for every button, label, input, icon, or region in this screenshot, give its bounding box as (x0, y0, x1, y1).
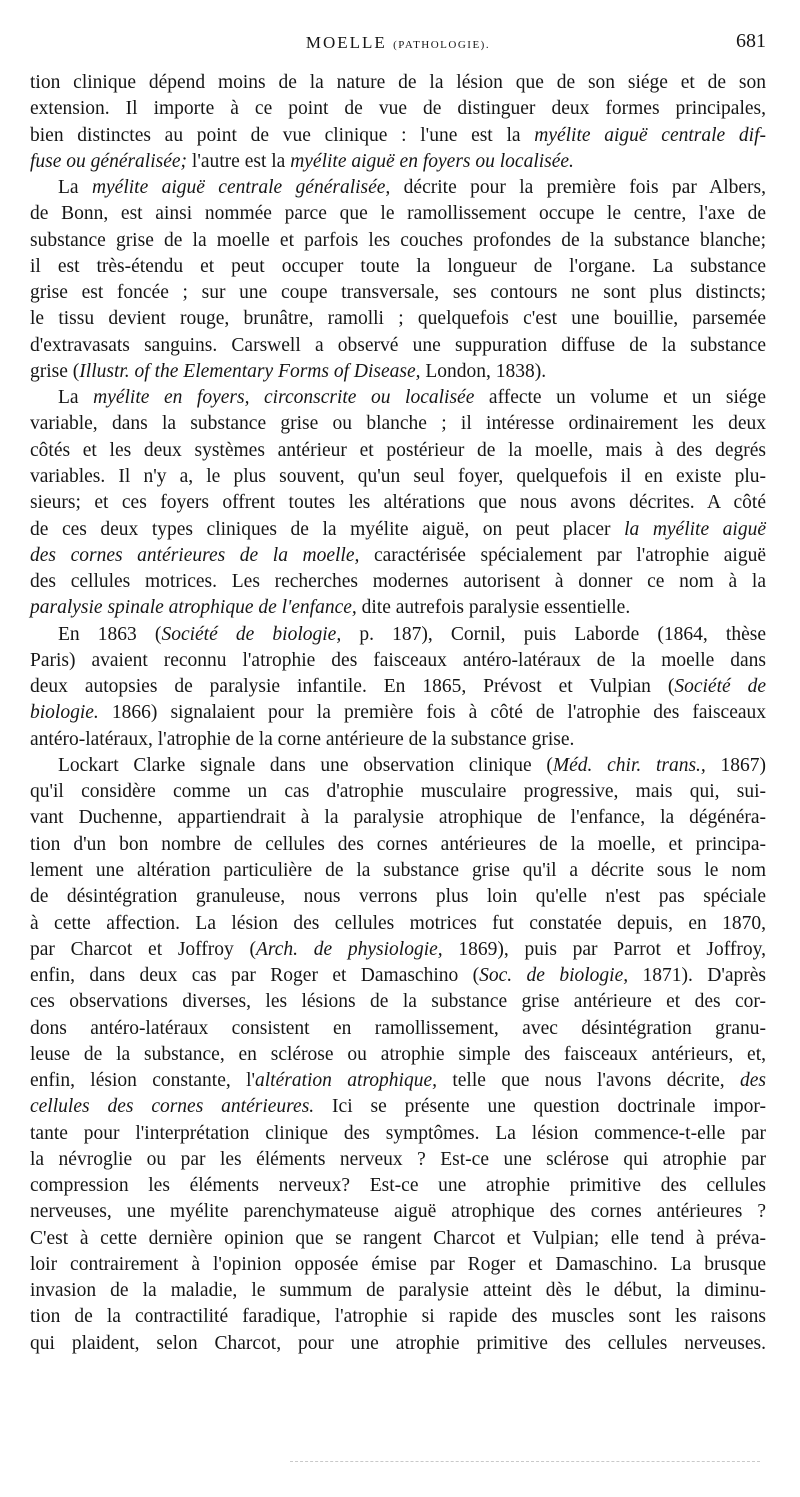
text-segment: telle que nous l'avons décrite, (437, 1070, 740, 1092)
footer-rule (290, 1461, 760, 1462)
italic-text: Société de biologie, (161, 623, 342, 645)
text-segment: La (58, 177, 92, 199)
text-segment: le tissu devient rouge, brunâtre, ramolli ; quelquefois c'est une bouillie, parsemée (30, 308, 766, 330)
text-segment: leuse de la substance, en sclérose ou atrophie simple des faisceaux antérieurs, et, (30, 1043, 766, 1065)
text-line (30, 149, 766, 175)
text-segment: par Charcot et Joffroy ( (30, 938, 256, 960)
text-segment: En 1863 ( (58, 623, 162, 645)
text-line (30, 228, 766, 254)
text-line (30, 989, 766, 1015)
text-segment: La (58, 387, 94, 409)
text-segment: 1869), puis par Parrot et Joffroy, (442, 938, 766, 960)
text-line (30, 123, 766, 149)
text-segment: compression les éléments nerveux? Est-ce une atrophie primitive des cellules (30, 1175, 766, 1197)
text-line (30, 1304, 766, 1330)
text-line (30, 1068, 766, 1094)
text-line (30, 674, 766, 700)
text-segment: bien distinctes au point de vue clinique : l'une est la (30, 124, 535, 146)
text-line (30, 1094, 766, 1120)
text-segment: C'est à cette dernière opinion que se rangent Charcot et Vulpian; elle tend à préva- (30, 1227, 766, 1249)
text-line (30, 595, 766, 621)
text-segment: tion de la contractilité faradique, l'atrophie si rapide des muscles sont les raisons (30, 1306, 766, 1328)
text-segment: grise est foncée ; sur une coupe transversale, ses contours ne sont plus distincts; (30, 282, 766, 304)
italic-text: Méd. chir. trans., (552, 754, 706, 776)
text-segment: l'autre est la (187, 150, 291, 172)
text-segment: dons antéro-latéraux consistent en ramollissement, avec désintégration granu- (30, 1017, 766, 1039)
text-line (30, 1121, 766, 1147)
text-line (30, 385, 766, 411)
text-line (30, 622, 766, 648)
text-segment: 1867) (705, 754, 766, 776)
text-line (30, 96, 766, 122)
italic-text: altération atrophique, (255, 1070, 438, 1092)
text-line (30, 911, 766, 937)
text-segment: côtés et les deux systèmes antérieur et postérieur de la moelle, mais à des degrés (30, 439, 766, 461)
text-line (30, 359, 766, 385)
text-segment: antéro-latéraux, l'atrophie de la corne antérieure de la substance grise. (30, 728, 575, 750)
italic-text: la myélite aiguë (624, 518, 766, 540)
text-segment: tion d'un bon nombre de cellules des cornes antérieures de la moelle, et principa- (30, 833, 766, 855)
text-segment: à cette affection. La lésion des cellules motrices fut constatée depuis, en 1870, (30, 912, 766, 934)
running-head (30, 30, 766, 56)
text-line (30, 543, 766, 569)
text-segment: qui plaident, selon Charcot, pour une atrophie primitive des cellules nerveuses. (30, 1332, 766, 1354)
text-segment: il est très-étendu et peut occuper toute la longueur de l'organe. La substance (30, 255, 766, 277)
italic-text: Arch. de physiologie, (256, 938, 443, 960)
text-line (30, 648, 766, 674)
running-head-main: MOELLE (305, 33, 387, 52)
italic-text: paralysie spinale atrophique de l'enfance, (30, 597, 357, 619)
text-segment: de ces deux types cliniques de la myélite aiguë, on peut placer (30, 518, 625, 540)
italic-text: biologie. (30, 702, 99, 724)
text-segment: lement une altération particulière de la substance grise qu'il a décrite sous le nom (30, 859, 766, 881)
text-line (30, 438, 766, 464)
text-line (30, 1226, 766, 1252)
text-line (30, 70, 766, 96)
text-line (30, 963, 766, 989)
text-segment: décrite pour la première fois par Albers, (390, 177, 766, 199)
text-segment: de Bonn, est ainsi nommée parce que le ramollissement occupe le centre, l'axe de (30, 203, 766, 225)
text-segment: affecte un volume et un siége (474, 387, 766, 409)
text-line (30, 779, 766, 805)
text-line (30, 1147, 766, 1173)
text-line (30, 175, 766, 201)
text-line (30, 753, 766, 779)
text-segment: qu'il considère comme un cas d'atrophie musculaire progressive, mais qui, sui- (30, 781, 766, 803)
text-segment: substance grise de la moelle et parfois les couches profondes de la substance blanche; (30, 229, 766, 251)
text-segment: loir contrairement à l'opinion opposée émise par Roger et Damaschino. La brusque (30, 1253, 766, 1275)
text-segment: 1866) signalaient pour la première fois à côté de l'atrophie des faisceaux (98, 702, 766, 724)
text-segment: des cellules motrices. Les recherches modernes autorisent à donner ce nom à la (30, 571, 766, 593)
italic-text: myélite aiguë en foyers ou localisée. (290, 150, 574, 172)
text-segment: tion clinique dépend moins de la nature de la lésion que de son siége et de son (30, 72, 766, 93)
text-segment: 1871). D'après (628, 965, 766, 987)
text-segment: Ici se présente une question doctrinale impor- (314, 1096, 766, 1118)
text-segment: dite autrefois paralysie essentielle. (356, 597, 631, 619)
text-segment: ces observations diverses, les lésions de la substance grise antérieure et des cor- (30, 991, 766, 1013)
text-line (30, 884, 766, 910)
italic-text: myélite aiguë centrale dif- (534, 124, 766, 146)
text-segment: Paris) avaient reconnu l'atrophie des faisceaux antéro-latéraux de la moelle dans (30, 649, 766, 671)
text-line (30, 1252, 766, 1278)
italic-text: Société de (674, 676, 766, 698)
text-line (30, 700, 766, 726)
text-line (30, 832, 766, 858)
text-line (30, 411, 766, 437)
text-line (30, 805, 766, 831)
text-segment: invasion de la maladie, le summum de paralysie atteint dès le début, la diminu- (30, 1280, 766, 1302)
text-segment: sieurs; et ces foyers offrent toutes les altérations que nous avons décrites. A côté (30, 492, 766, 514)
text-segment: grise ( (30, 360, 80, 382)
italic-text: Illustr. of the Elementary Forms of Disease, (79, 360, 421, 382)
text-segment: de désintégration granuleuse, nous verrons plus loin qu'elle n'est pas spéciale (30, 886, 766, 908)
text-line (30, 464, 766, 490)
text-line (30, 517, 766, 543)
italic-text: fuse ou généralisée; (30, 150, 188, 172)
text-segment: vant Duchenne, appartiendrait à la paralysie atrophique de l'enfance, la dégénéra- (30, 807, 766, 829)
page-number: 681 (736, 30, 766, 52)
italic-text: Soc. de biologie, (479, 965, 629, 987)
running-head-sub: (PATHOLOGIE). (393, 39, 491, 51)
italic-text: myélite en foyers, circonscrite ou localisée (93, 387, 475, 409)
text-segment: d'extravasats sanguins. Carswell a observé une suppuration diffuse de la substance (30, 334, 766, 356)
text-segment: variable, dans la substance grise ou blanche ; il intéresse ordinairement les deux (30, 413, 766, 435)
text-line (30, 1278, 766, 1304)
text-line (30, 201, 766, 227)
text-line (30, 1199, 766, 1225)
text-segment: deux autopsies de paralysie infantile. En 1865, Prévost et Vulpian ( (30, 676, 675, 698)
text-line (30, 490, 766, 516)
text-line (30, 937, 766, 963)
text-line (30, 569, 766, 595)
body-text (30, 70, 766, 1357)
text-segment: enfin, lésion constante, l' (30, 1070, 256, 1092)
text-segment: la névroglie ou par les éléments nerveux ? Est-ce une sclérose qui atrophie par (30, 1148, 766, 1170)
italic-text: des (740, 1070, 766, 1092)
text-segment: caractérisée spécialement par l'atrophie aiguë (359, 544, 767, 566)
text-line (30, 254, 766, 280)
text-line (30, 1042, 766, 1068)
text-segment: London, 1838). (420, 360, 547, 382)
text-segment: extension. Il importe à ce point de vue de distinguer deux formes principales, (30, 98, 766, 120)
text-line (30, 858, 766, 884)
text-segment: tante pour l'interprétation clinique des symptômes. La lésion commence-t-elle par (30, 1122, 766, 1144)
text-line (30, 1016, 766, 1042)
text-segment: variables. Il n'y a, le plus souvent, qu'un seul foyer, quelquefois il en existe plu- (30, 465, 766, 487)
running-head-title (30, 33, 766, 53)
text-segment: p. 187), Cornil, puis Laborde (1864, thèse (341, 623, 766, 645)
text-line (30, 333, 766, 359)
italic-text: cellules des cornes antérieures. (30, 1096, 315, 1118)
text-line (30, 1173, 766, 1199)
text-line (30, 280, 766, 306)
text-line (30, 306, 766, 332)
italic-text: des cornes antérieures de la moelle, (30, 544, 360, 566)
text-segment: enfin, dans deux cas par Roger et Damaschino ( (30, 965, 480, 987)
text-line (30, 727, 766, 753)
italic-text: myélite aiguë centrale généralisée, (91, 177, 391, 199)
text-segment: Lockart Clarke signale dans une observation clinique ( (58, 754, 553, 776)
text-line (30, 1331, 766, 1357)
text-segment: nerveuses, une myélite parenchymateuse aiguë atrophique des cornes antérieures ? (30, 1201, 766, 1223)
